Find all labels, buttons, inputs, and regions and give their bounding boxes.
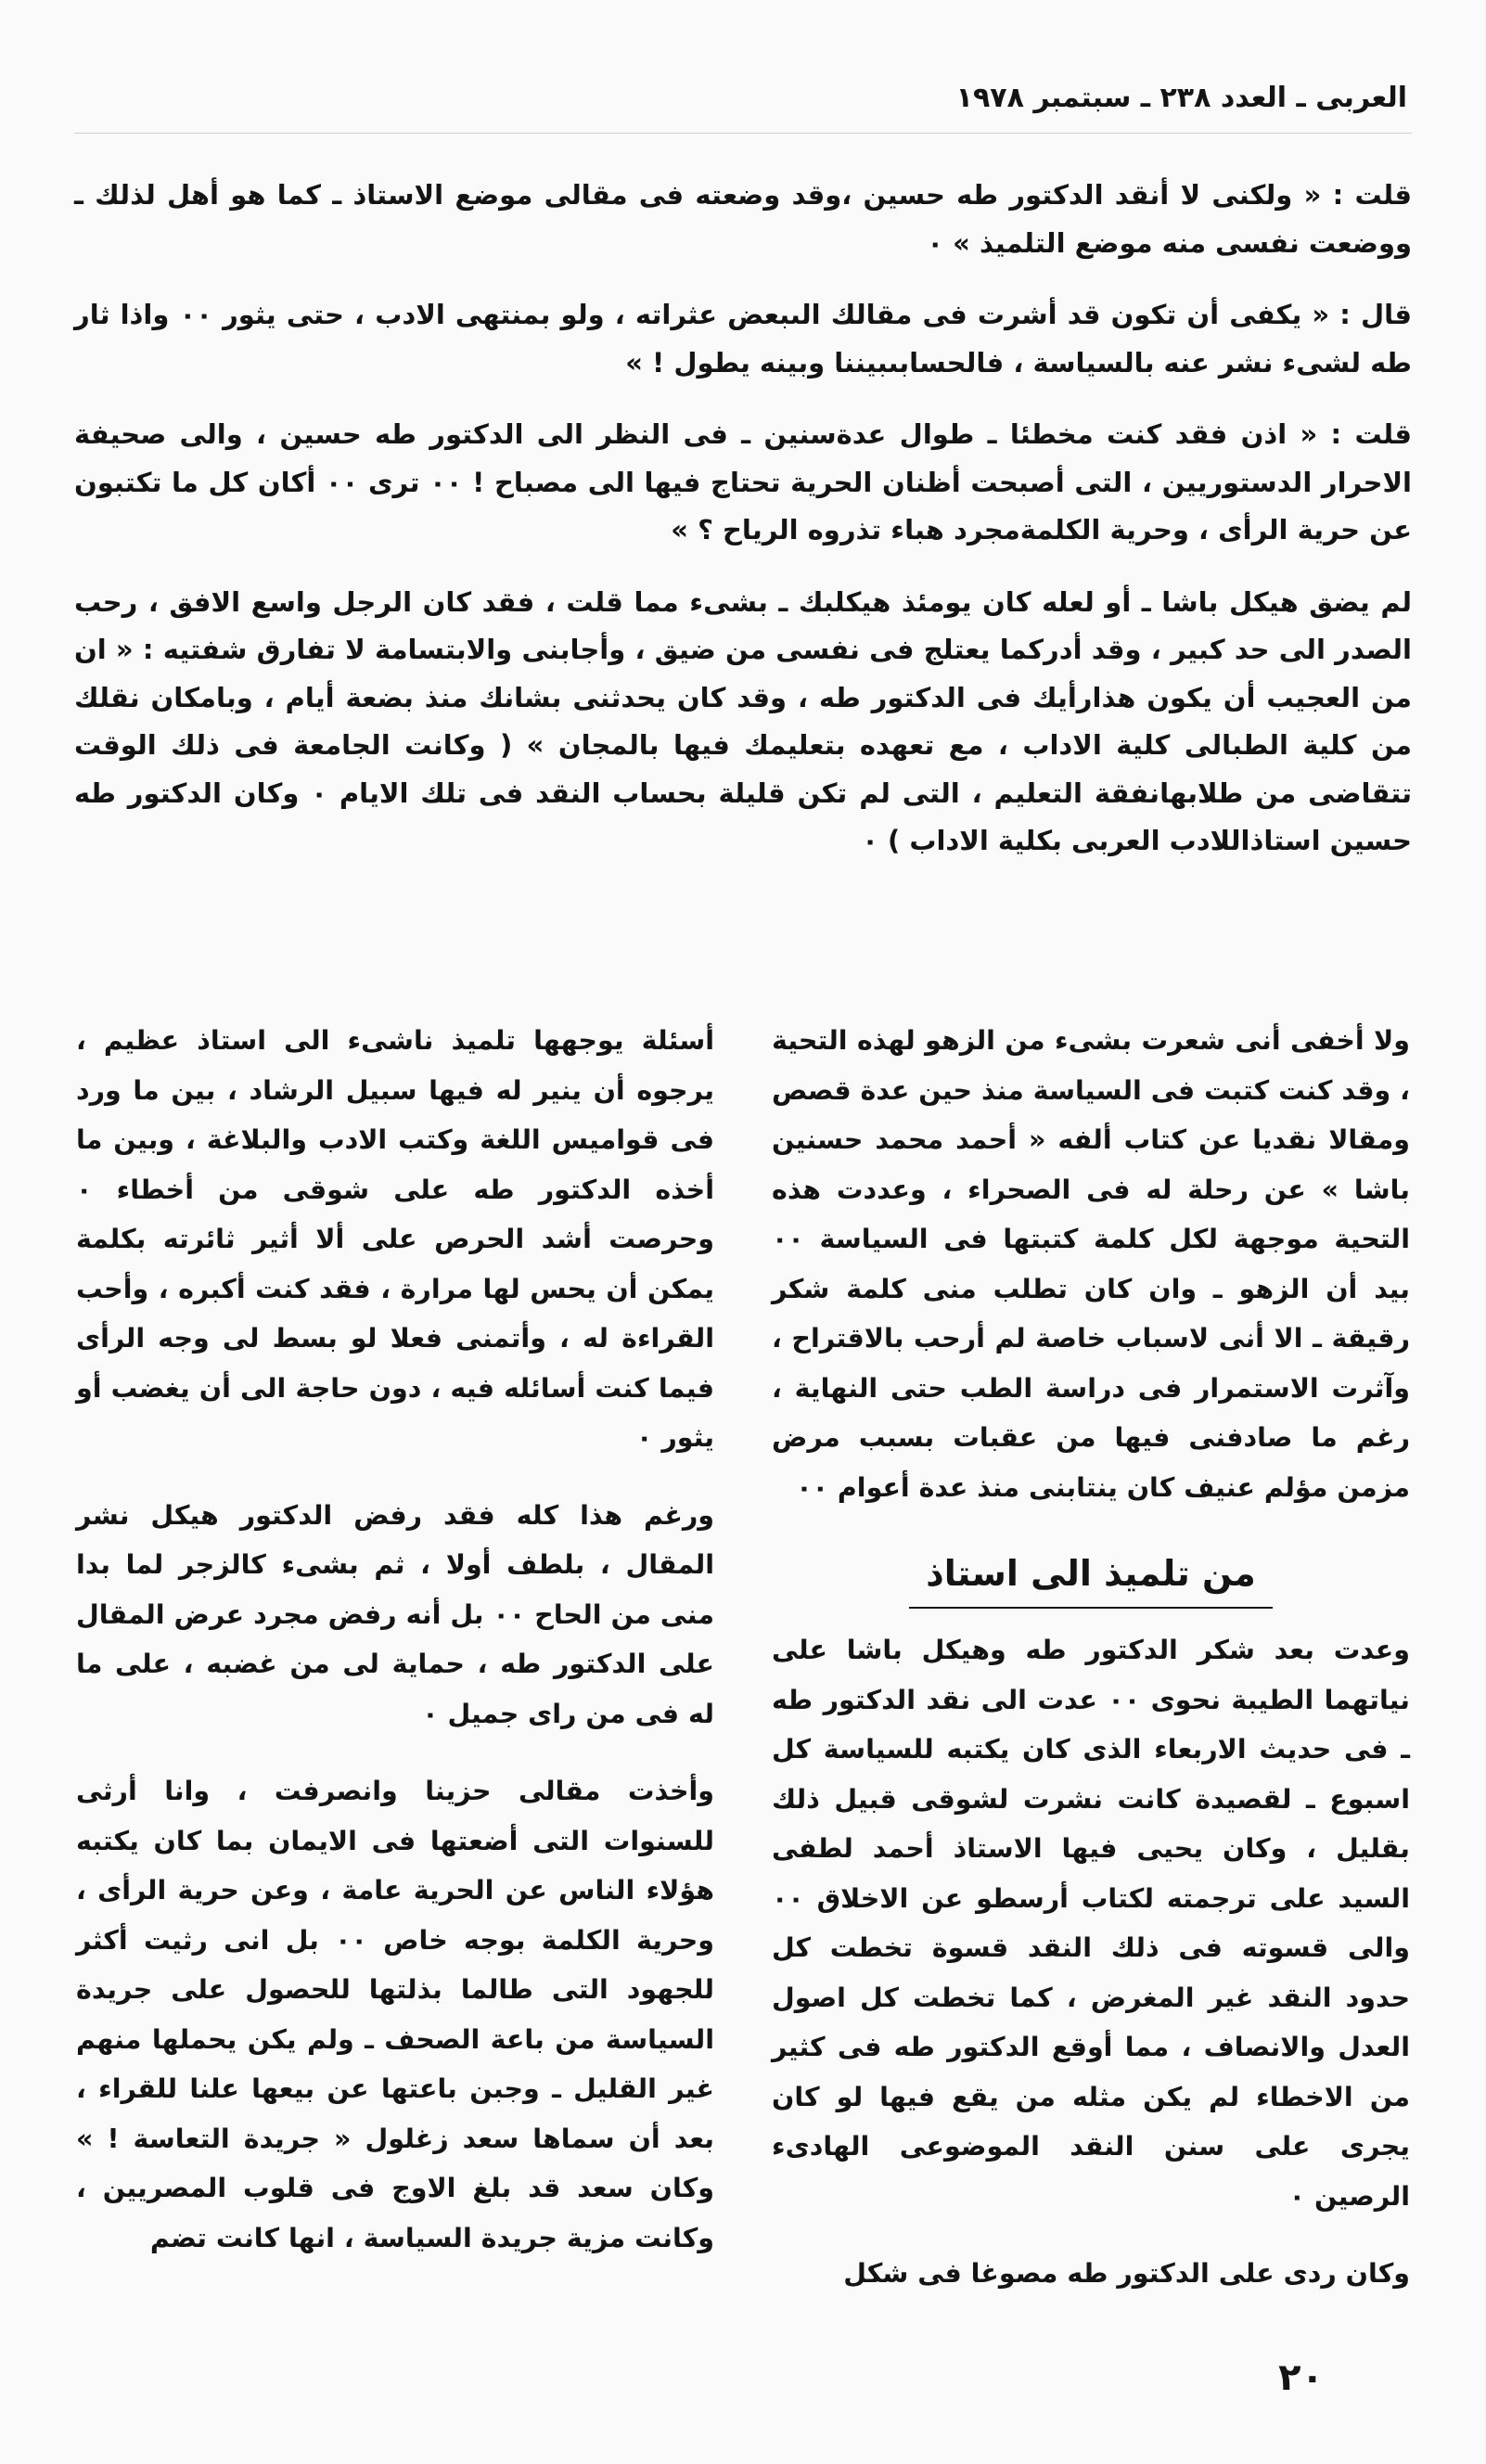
subheading-text: من تلميذ الى استاذ <box>909 1546 1273 1609</box>
right-column <box>772 1016 1410 2327</box>
paragraph: أسئلة يوجهها تلميذ ناشىء الى استاذ عظيم ، يرجوه أن ينير له فيها سبيل الرشاد ، بين ما ورد فى قواميس اللغة وكتب الادب والبلاغة ، وبين ما أخذه الدكتور طه على شوقى من أخطاء ٠ وحرصت أشد الحرص على ألا أثير ثائرته بكلمة يمكن أن يحس لها مرارة ، فقد كنت أكبره ، وأحب القراءة له ، وأتمنى فعلا لو بسط لى وجه الرأى فيما كنت أسائله فيه ، دون حاجة الى أن يغضب أو يثور ٠ <box>76 1025 714 1453</box>
left-column <box>76 1016 714 2291</box>
header-rule <box>74 133 1412 134</box>
paragraph: قلت : « ولكنى لا أنقد الدكتور طه حسين ،وقد وضعته فى مقالى موضع الاستاذ ـ كما هو أهل لذلك ـ ووضعت نفسى منه موضع التلميذ » ٠ <box>74 179 1412 259</box>
paragraph: ولا أخفى أنى شعرت بشىء من الزهو لهذه التحية ، وقد كنت كتبت فى السياسة منذ حين عدة قصص ومقالا نقديا عن كتاب ألفه « أحمد محمد حسنين باشا » عن رحلة له فى الصحراء ، وعددت هذه التحية موجهة لكل كلمة كتبتها فى السياسة ٠٠ بيد أن الزهو ـ وان كان تطلب منى كلمة شكر رقيقة ـ الا أنى لاسباب خاصة لم أرحب بالاقتراح ، وآثرت الاستمرار فى دراسة الطب حتى النهاية ، رغم ما صادفنى فيها من عقبات بسبب مرض مزمن مؤلم عنيف كان ينتابنى منذ عدة أعوام ٠٠ <box>772 1025 1410 1503</box>
paragraph: قلت : « اذن فقد كنت مخطئا ـ طوال عدةسنين ـ فى النظر الى الدكتور طه حسين ، والى صحيفة الاحرار الدستوريين ، التى أصبحت أظنان الحرية تحتاج فيها الى مصباح ! ٠٠ ترى ٠٠ أكان كل ما تكتبون عن حرية الرأى ، وحرية الكلمةمجرد هباء تذروه الرياح ؟ » <box>74 418 1413 545</box>
paragraph: وكان ردى على الدكتور طه مصوغا فى شكل <box>843 2258 1410 2289</box>
paragraph: وعدت بعد شكر الدكتور طه وهيكل باشا على نياتهما الطيبة نحوى ٠٠ عدت الى نقد الدكتور طه ـ فى حديث الاربعاء الذى كان يكتبه للسياسة كل اسبوع ـ لقصيدة كانت نشرت لشوقى قبيل ذلك بقليل ، وكان يحيى فيها الاستاذ أحمد لطفى السيد على ترجمته لكتاب أرسطو عن الاخلاق ٠٠ والى قسوته فى ذلك النقد قسوة تخطت كل حدود النقد غير المغرض ، كما تخطت كل اصول العدل والانصاف ، مما أوقع الدكتور طه فى كثير من الاخطاء لم يكن مثله من يقع فيها لو كان يجرى على سنن النقد الموضوعى الهادىء الرصين ٠ <box>772 1635 1410 2212</box>
section-subheading <box>772 1546 1410 1609</box>
paragraph: قال : « يكفى أن تكون قد أشرت فى مقالك الىبعض عثراته ، ولو بمنتهى الادب ، حتى يثور ٠٠ واذا ثار طه لشىء نشر عنه بالسياسة ، فالحسابىبيننا وبينه يطول ! » <box>74 299 1412 379</box>
paragraph: وأخذت مقالى حزينا وانصرفت ، وانا أرثى للسنوات التى أضعتها فى الايمان بما كان يكتبه هؤلاء الناس عن الحرية عامة ، وعن حرية الرأى ، وحرية الكلمة بوجه خاص ٠٠ بل انى رثيت أكثر للجهود التى طالما بذلتها للحصول على جريدة السياسة من باعة الصحف ـ ولم يكن يحملها منهم غير القليل ـ وجبن باعتها عن بيعها علنا للقراء ، بعد أن سماها سعد زغلول « جريدة التعاسة ! » وكان سعد قد بلغ الاوج فى قلوب المصريين ، وكانت مزية جريدة السياسة ، انها كانت تضم <box>76 1776 714 2253</box>
paragraph: ورغم هذا كله فقد رفض الدكتور هيكل نشر المقال ، بلطف أولا ، ثم بشىء كالزجر لما بدا منى من الحاح ٠٠ بل أنه رفض مجرد عرض المقال على الدكتور طه ، حماية لى من غضبه ، على ما له فى من راى جميل ٠ <box>76 1499 714 1729</box>
top-section <box>74 172 1412 890</box>
running-header: العربى ـ العدد ٢٣٨ ـ سبتمبر ١٩٧٨ <box>955 82 1407 114</box>
paragraph: لم يضق هيكل باشا ـ أو لعله كان يومئذ هيكلبك ـ بشىء مما قلت ، فقد كان الرجل واسع الافق ، رحب الصدر الى حد كبير ، وقد أدركما يعتلج فى نفسى من ضيق ، وأجابنى والابتسامة لا تفارق شفتيه : « ان من العجيب أن يكون هذارأيك فى الدكتور طه ، وقد كان يحدثنى بشانك منذ بضعة أيام ، وبامكان نقلك من كلية الطبالى كلية الاداب ، مع تعهده بتعليمك فيها بالمجان » ( وكانت الجامعة فى ذلك الوقت تتقاضى من طلابهانفقة التعليم ، التى لم تكن قليلة بحساب النقد فى تلك الايام ٠ وكان الدكتور طه حسين استاذاللادب العربى بكلية الاداب ) ٠ <box>74 585 1412 856</box>
page-number: ٢٠ <box>1278 2356 1324 2399</box>
